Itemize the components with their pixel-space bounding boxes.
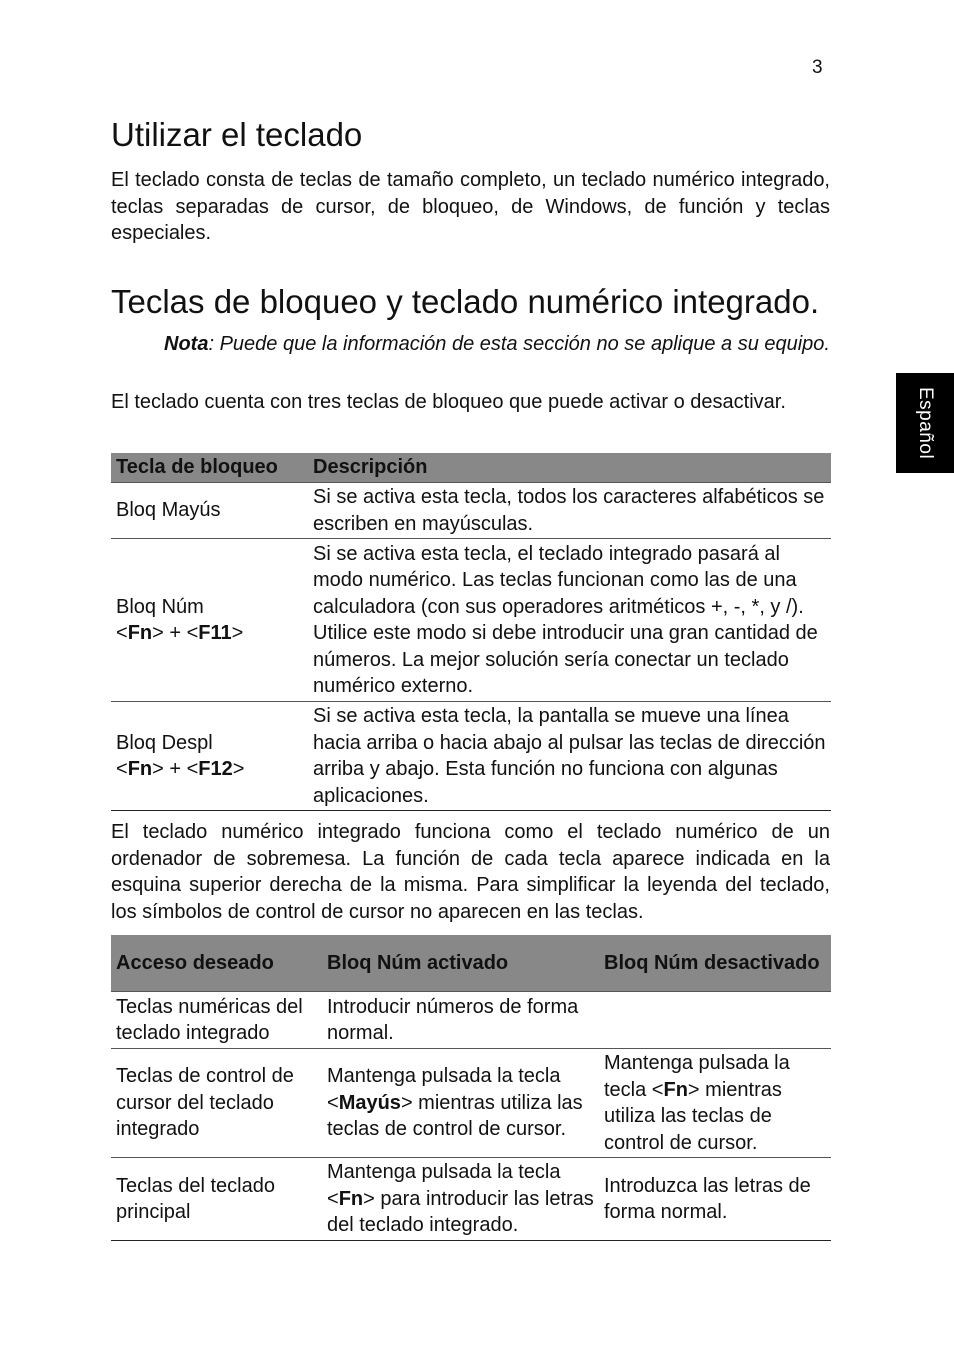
key-f11: F11: [198, 622, 232, 644]
cell-text: Mantenga pulsada la tecla <: [327, 1065, 561, 1114]
lock-key-name: Bloq Núm: [116, 595, 204, 618]
lock-key-cell: [111, 483, 308, 539]
note-label: Nota: [164, 333, 209, 355]
lock-keys-table: [111, 453, 831, 811]
shortcut-plus: > + <: [152, 622, 199, 644]
lock-key-cell: [111, 539, 308, 702]
table-row: [111, 702, 831, 811]
language-tab-label: Español: [915, 386, 936, 460]
header-lock-key: Tecla de bloqueo: [111, 453, 308, 483]
cell-text: Mantenga pulsada la tecla <: [604, 1052, 790, 1101]
access-table: [111, 935, 831, 1241]
shortcut-bracket: <: [116, 622, 128, 644]
numlock-on-cell: [322, 1049, 599, 1158]
lock-key-name: Bloq Despl: [116, 731, 213, 754]
key-fn: Fn: [127, 758, 153, 780]
shortcut-bracket: >: [231, 622, 244, 644]
lock-keys-intro: El teclado cuenta con tres teclas de bloqueo que puede activar o desactivar.: [111, 391, 786, 413]
key-shortcut: [116, 622, 243, 644]
numlock-off-cell: [599, 1158, 831, 1241]
cell-key: Fn: [338, 1187, 364, 1210]
cell-text: Introduzca las letras de forma normal.: [604, 1174, 811, 1223]
table-row: [111, 992, 831, 1049]
note-text: : Puede que la información de esta sección no se aplique a su equipo.: [208, 333, 830, 355]
keyboard-intro: El teclado consta de teclas de tamaño completo, un teclado numérico integrado, teclas separadas de cursor, de bloqueo, de Windows, de función y teclas especiales.: [111, 169, 830, 244]
access-cell: Teclas de control de cursor del teclado integrado: [111, 1049, 322, 1158]
section-title-keyboard: Utilizar el teclado: [111, 116, 363, 153]
numpad-intro: El teclado numérico integrado funciona como el teclado numérico de un ordenador de sobremesa. La función de cada tecla aparece indicada en la esquina superior derecha de la misma. Para simplificar la leyenda del teclado, los símbolos de control de cursor no aparecen en las teclas.: [111, 821, 830, 923]
numlock-off-cell: [599, 992, 831, 1049]
lock-key-name: Bloq Mayús: [116, 499, 221, 522]
shortcut-plus: > + <: [152, 758, 199, 780]
access-cell: Teclas del teclado principal: [111, 1158, 322, 1241]
table-row: [111, 1158, 831, 1241]
section-title-lock-keys: Teclas de bloqueo y teclado numérico integrado.: [111, 283, 820, 320]
cell-text: Introducir números de forma normal.: [327, 995, 579, 1044]
header-description: Descripción: [308, 453, 831, 483]
cell-text: > para introducir las letras del teclado integrado.: [327, 1187, 594, 1237]
table-header-row: [111, 453, 831, 483]
shortcut-bracket: <: [116, 758, 128, 780]
header-access: Acceso deseado: [111, 935, 322, 992]
language-tab: [896, 373, 954, 473]
numlock-off-cell: [599, 1049, 831, 1158]
table-header-row: [111, 935, 831, 992]
key-fn: Fn: [127, 622, 153, 644]
page-number: 3: [812, 57, 823, 78]
cell-key: Fn: [663, 1078, 688, 1101]
header-numlock-on: Bloq Núm activado: [322, 935, 599, 992]
cell-text: > mientras utiliza las teclas de control de cursor.: [604, 1078, 782, 1154]
description-cell: Si se activa esta tecla, la pantalla se mueve una línea hacia arriba o hacia abajo al pulsar las teclas de dirección arriba y abajo. Esta función no funciona con algunas aplicaciones.: [308, 702, 831, 811]
table-row: [111, 483, 831, 539]
description-cell: Si se activa esta tecla, el teclado integrado pasará al modo numérico. Las teclas funcionan como las de una calculadora (con sus operadores aritméticos +, -, *, y /). Utilice este modo si debe introducir una gran cantidad de números. La mejor solución sería conectar un teclado numérico externo.: [308, 539, 831, 702]
lock-key-cell: [111, 702, 308, 811]
table-row: [111, 539, 831, 702]
numlock-on-cell: [322, 1158, 599, 1241]
shortcut-bracket: >: [232, 758, 245, 780]
key-shortcut: [116, 758, 244, 780]
access-cell: Teclas numéricas del teclado integrado: [111, 992, 322, 1049]
header-numlock-off: Bloq Núm desactivado: [599, 935, 831, 992]
numlock-on-cell: [322, 992, 599, 1049]
table-row: [111, 1049, 831, 1158]
note: [164, 331, 830, 358]
cell-key: Mayús: [338, 1091, 401, 1114]
key-f12: F12: [198, 758, 233, 780]
cell-text: > mientras utiliza las teclas de control de cursor.: [327, 1091, 583, 1141]
description-cell: Si se activa esta tecla, todos los caracteres alfabéticos se escriben en mayúsculas.: [308, 483, 831, 539]
cell-text: Mantenga pulsada la tecla <: [327, 1161, 561, 1210]
